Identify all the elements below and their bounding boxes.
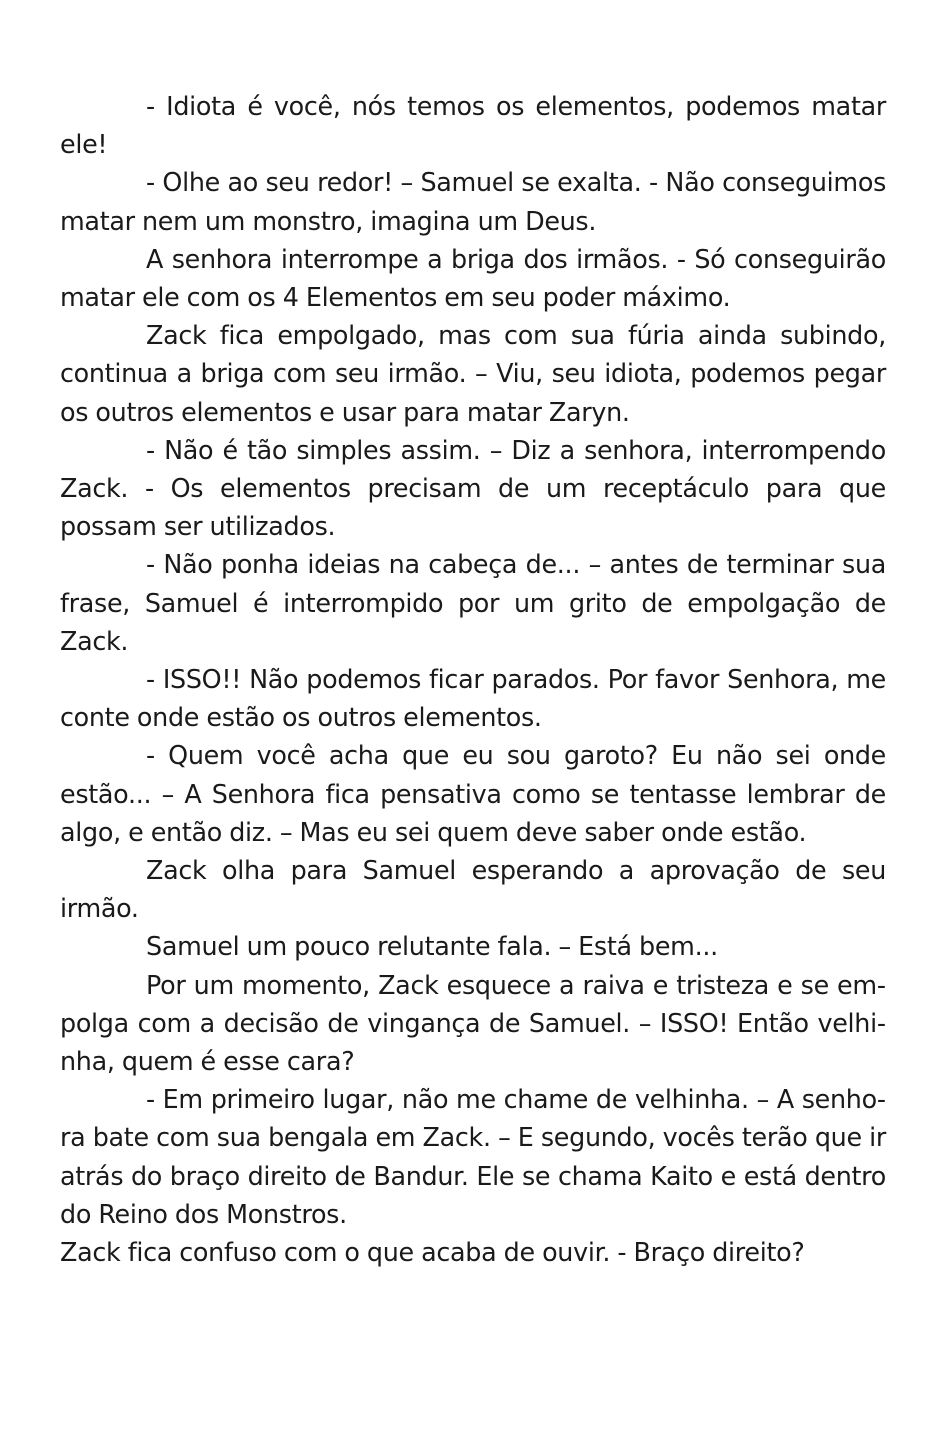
paragraph: Zack olha para Samuel esperando a aprovação de seu irmão.	[60, 855, 886, 924]
paragraph: Zack fica confuso com o que acaba de ouvir. - Braço direito?	[60, 1237, 805, 1268]
paragraph: - Não é tão simples assim. – Diz a senhora, interrompendo Zack. - Os elementos precisam de um receptáculo para que possam ser utilizados.	[60, 434, 886, 542]
paragraph: - ISSO!! Não podemos ficar parados. Por favor Senhora, me conte onde estão os outros elementos.	[60, 664, 886, 733]
paragraph: - Quem você acha que eu sou garoto? Eu não sei onde estão... – A Senhora fica pensativa como se tentasse lembrar de algo, e então diz. – Mas eu sei quem deve saber onde estão.	[60, 740, 886, 847]
paragraph: - Não ponha ideias na cabeça de... – antes de terminar sua frase, Samuel é interrompido por um grito de empolgação de Zack.	[60, 549, 886, 656]
paragraph: Por um momento, Zack esquece a raiva e tristeza e se empolga com a decisão de vingança de Samuel. – ISSO! Então velhinha, quem é esse cara?	[60, 969, 886, 1077]
paragraph: - Em primeiro lugar, não me chame de velhinha. – A senhora bate com sua bengala em Zack. – E segundo, vocês terão que ir atrás do braço direito de Bandur. Ele se chama Kaito e está dentro do Reino dos Monstros.	[60, 1084, 886, 1229]
page-body	[60, 87, 886, 1271]
paragraph: - Idiota é você, nós temos os elementos, podemos matar ele!	[60, 91, 886, 160]
paragraph: Samuel um pouco relutante fala. – Está bem...	[146, 931, 718, 962]
paragraph: - Olhe ao seu redor! – Samuel se exalta. - Não conseguimos matar nem um monstro, imagina um Deus.	[60, 167, 886, 236]
paragraph: Zack fica empolgado, mas com sua fúria ainda subindo, continua a briga com seu irmão. – Viu, seu idiota, podemos pegar os outros elementos e usar para matar Zaryn.	[60, 320, 886, 427]
paragraph: A senhora interrompe a briga dos irmãos. - Só conseguirão matar ele com os 4 Elementos em seu poder máximo.	[60, 243, 886, 313]
